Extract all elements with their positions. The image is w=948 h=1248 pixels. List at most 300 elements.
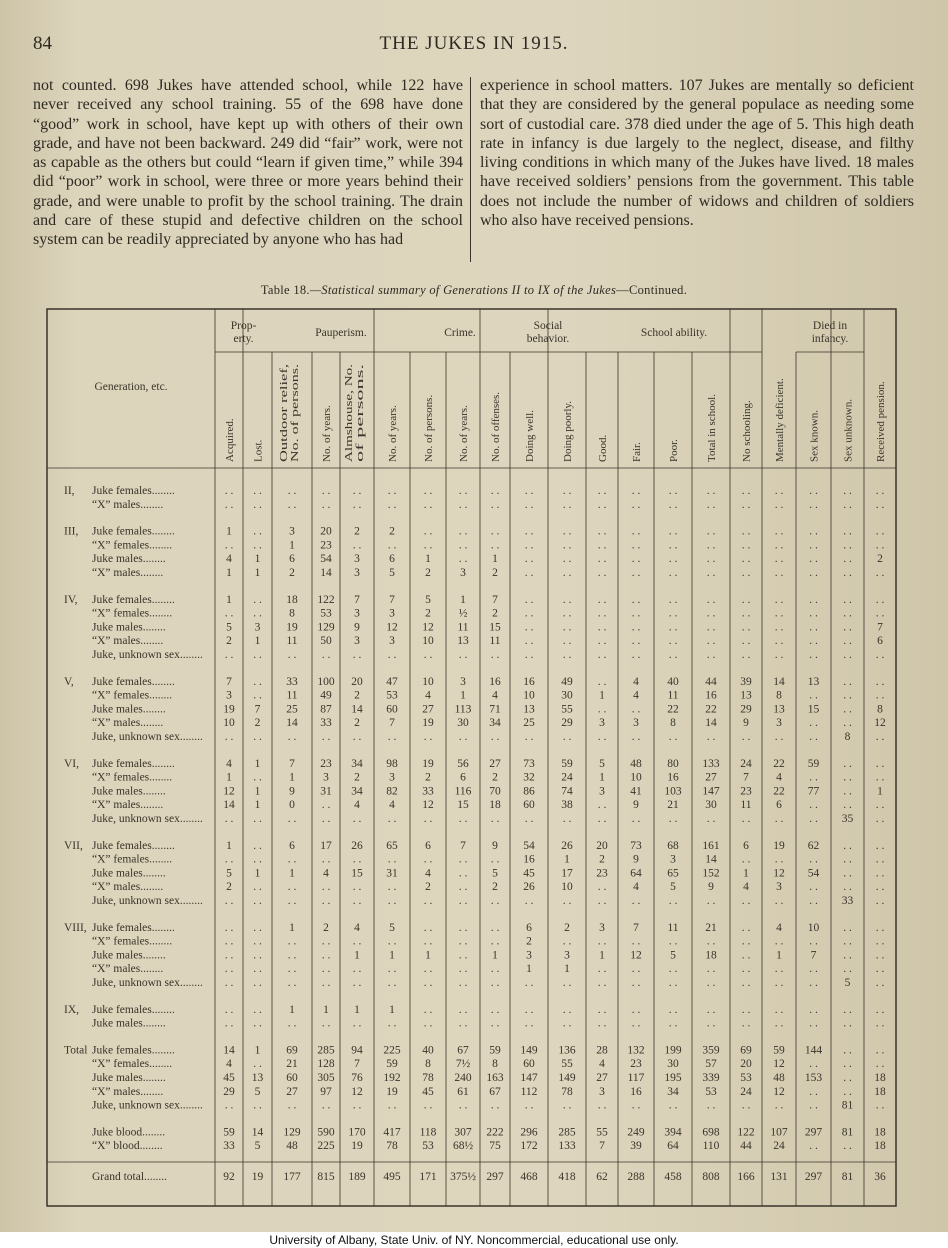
table-cell: . . bbox=[706, 607, 716, 620]
table-cell: . . bbox=[774, 895, 784, 907]
table-cell: . . bbox=[423, 895, 433, 907]
table-cell: . . bbox=[458, 1003, 468, 1016]
table-cell: 14 bbox=[705, 717, 717, 730]
table-cell: . . bbox=[809, 853, 818, 866]
table-cell: . . bbox=[597, 977, 607, 989]
table-cell: . . bbox=[458, 485, 468, 497]
table-cell: . . bbox=[843, 867, 852, 880]
table-cell: . . bbox=[843, 785, 852, 798]
table-cell: 6 bbox=[425, 839, 431, 852]
table-cell: 21 bbox=[286, 1058, 298, 1071]
table-cell: . . bbox=[741, 525, 751, 538]
table-cell: . . bbox=[458, 935, 468, 948]
table-cell: . . bbox=[321, 799, 331, 812]
table-cell: . . bbox=[490, 525, 500, 538]
table-cell: 1 bbox=[599, 771, 605, 784]
table-cell: . . bbox=[387, 485, 397, 497]
table-cell: . . bbox=[706, 567, 716, 579]
table-cell: 222 bbox=[486, 1126, 504, 1139]
table-cell: 73 bbox=[523, 757, 535, 770]
table-cell: . . bbox=[809, 731, 818, 743]
table-cell: . . bbox=[875, 949, 885, 962]
table-cell: 23 bbox=[320, 757, 332, 770]
table-cell: 2 bbox=[354, 771, 360, 784]
group-header: behavior. bbox=[526, 333, 570, 345]
table-cell: 7 bbox=[254, 703, 261, 716]
table-cell: . . bbox=[597, 799, 607, 812]
table-cell: . . bbox=[631, 731, 641, 743]
table-cell: 4 bbox=[776, 921, 782, 934]
table-cell: . . bbox=[524, 593, 534, 606]
table-cell: . . bbox=[843, 963, 852, 976]
table-cell: . . bbox=[423, 921, 433, 934]
table-cell: 60 bbox=[523, 1058, 535, 1071]
table-cell: . . bbox=[352, 895, 362, 907]
table-cell: . . bbox=[843, 593, 852, 606]
table-cell: . . bbox=[352, 935, 362, 948]
table-cell: 7½ bbox=[455, 1058, 471, 1071]
table-cell: 22 bbox=[705, 703, 717, 716]
table-cell: . . bbox=[287, 813, 297, 825]
table-cell: 128 bbox=[317, 1058, 335, 1071]
table-cell: 3 bbox=[226, 689, 232, 702]
table-cell: . . bbox=[631, 813, 641, 825]
table-cell: . . bbox=[706, 621, 716, 634]
table-cell: . . bbox=[524, 635, 534, 648]
table-cell: 113 bbox=[454, 703, 472, 716]
table-cell: 2 bbox=[425, 567, 431, 579]
table-cell: 11 bbox=[489, 635, 501, 648]
table-cell: . . bbox=[458, 963, 468, 976]
table-cell: 74 bbox=[561, 785, 573, 798]
table-cell: . . bbox=[774, 621, 784, 634]
table-cell: 77 bbox=[807, 785, 820, 798]
group-header: erty. bbox=[233, 333, 254, 345]
table-cell: 33 bbox=[320, 717, 332, 730]
table-cell: 49 bbox=[561, 675, 573, 688]
group-header: Social bbox=[533, 320, 563, 332]
table-cell: . . bbox=[287, 853, 297, 866]
column-header: Doing well. bbox=[524, 410, 536, 462]
table-cell: . . bbox=[253, 689, 262, 702]
table-cell: 10 bbox=[223, 717, 235, 730]
table-cell: 3 bbox=[564, 949, 570, 962]
table-cell: 12 bbox=[422, 621, 434, 634]
row-label: Juke, unknown sex........ bbox=[92, 649, 203, 661]
table-cell: . . bbox=[524, 539, 534, 552]
table-cell: 149 bbox=[520, 1044, 538, 1057]
table-cell: . . bbox=[597, 593, 607, 606]
table-cell: . . bbox=[741, 813, 751, 825]
table-cell: 1 bbox=[289, 771, 295, 784]
table-cell: . . bbox=[224, 853, 234, 866]
table-cell: 27 bbox=[489, 757, 501, 770]
table-cell: 118 bbox=[419, 1126, 437, 1139]
table-cell: 18 bbox=[874, 1140, 886, 1153]
table-cell: 1 bbox=[289, 867, 295, 880]
table-cell: . . bbox=[352, 1099, 362, 1112]
table-cell: . . bbox=[352, 813, 362, 825]
table-cell: 70 bbox=[489, 785, 501, 798]
table-cell: 24 bbox=[740, 1085, 752, 1098]
table-cell: 31 bbox=[320, 785, 332, 798]
table-cell: 39 bbox=[630, 1140, 642, 1153]
table-cell: . . bbox=[843, 921, 852, 934]
table-cell: . . bbox=[562, 895, 572, 907]
table-cell: 17 bbox=[320, 839, 332, 852]
table-cell: 27 bbox=[286, 1085, 298, 1098]
table-cell: 11 bbox=[457, 621, 469, 634]
table-cell: 20 bbox=[351, 675, 363, 688]
table-cell: 12 bbox=[223, 785, 235, 798]
table-cell: . . bbox=[774, 485, 784, 497]
table-cell: . . bbox=[287, 949, 297, 962]
generation-label: Total bbox=[64, 1044, 88, 1057]
table-cell: 4 bbox=[226, 757, 232, 770]
table-cell: 57 bbox=[705, 1058, 717, 1071]
table-cell: . . bbox=[597, 649, 607, 661]
table-cell: . . bbox=[352, 853, 362, 866]
table-cell: 14 bbox=[705, 853, 717, 866]
table-cell: 1 bbox=[564, 963, 570, 976]
table-cell: 307 bbox=[454, 1126, 472, 1139]
table-cell: 1 bbox=[877, 785, 883, 798]
table-cell: . . bbox=[631, 539, 641, 552]
caption-title: —Statistical summary of Generations II to IX of the Jukes bbox=[309, 283, 617, 297]
column-header: Received pension. bbox=[875, 381, 887, 462]
table-cell: 1 bbox=[564, 853, 570, 866]
table-cell: 170 bbox=[348, 1126, 366, 1139]
table-cell: 27 bbox=[705, 771, 717, 784]
table-cell: . . bbox=[809, 895, 818, 907]
table-cell: 16 bbox=[705, 689, 717, 702]
column-header: Fair. bbox=[631, 442, 643, 462]
grand-total-cell: 92 bbox=[223, 1171, 235, 1183]
table-cell: . . bbox=[458, 525, 468, 538]
table-cell: . . bbox=[458, 921, 468, 934]
table-cell: . . bbox=[224, 895, 234, 907]
table-cell: 144 bbox=[804, 1044, 823, 1057]
table-cell: 24 bbox=[561, 771, 573, 784]
table-cell: . . bbox=[597, 567, 607, 579]
table-cell: . . bbox=[774, 525, 784, 538]
grand-total-cell: 375½ bbox=[450, 1171, 476, 1183]
table-cell: . . bbox=[843, 553, 852, 566]
table-cell: 3 bbox=[460, 675, 466, 688]
table-cell: 13 bbox=[523, 703, 535, 716]
table-cell: 1 bbox=[254, 1044, 261, 1057]
table-cell: 25 bbox=[523, 717, 535, 730]
table-cell: . . bbox=[423, 1099, 433, 1112]
table-cell: . . bbox=[490, 539, 500, 552]
group-header: infancy. bbox=[811, 333, 849, 345]
table-cell: . . bbox=[741, 949, 751, 962]
row-label: Juke males........ bbox=[92, 621, 166, 634]
table-cell: . . bbox=[352, 1017, 362, 1030]
table-cell: 7 bbox=[226, 675, 232, 688]
table-cell: . . bbox=[706, 977, 716, 989]
table-cell: . . bbox=[741, 593, 751, 606]
table-cell: 16 bbox=[523, 675, 535, 688]
table-cell: . . bbox=[668, 485, 678, 497]
table-cell: 1 bbox=[492, 553, 498, 566]
table-cell: 12 bbox=[773, 867, 785, 880]
table-cell: 4 bbox=[354, 799, 360, 812]
table-cell: . . bbox=[875, 607, 885, 620]
table-cell: 4 bbox=[492, 689, 498, 702]
table-cell: 11 bbox=[667, 689, 679, 702]
table-cell: . . bbox=[706, 593, 716, 606]
table-cell: 71 bbox=[489, 703, 501, 716]
table-cell: 4 bbox=[599, 1058, 605, 1071]
table-cell: . . bbox=[706, 635, 716, 648]
right-column-text: experience in school matters. 107 Jukes are mentally so deficient that they are considered by the general populace as needing some sort of custodial care. 378 died under the age of 5. This high death rate in infancy is due largely to the neglect, disease, and filthy living conditions in which many of the Jukes have lived. 18 males have received soldiers’ pensions from the government. This table does not include the number of widows and children of soldiers who also have received pensions. bbox=[480, 77, 914, 230]
table-cell: 65 bbox=[667, 867, 679, 880]
table-cell: . . bbox=[224, 813, 234, 825]
table-cell: . . bbox=[706, 935, 716, 948]
table-cell: 3 bbox=[354, 607, 360, 620]
table-cell: 3 bbox=[460, 567, 466, 579]
table-cell: . . bbox=[458, 895, 468, 907]
table-cell: . . bbox=[224, 1099, 234, 1112]
table-cell: 2 bbox=[226, 881, 232, 894]
generation-label: IV, bbox=[64, 593, 78, 606]
table-cell: . . bbox=[875, 731, 885, 743]
table-cell: . . bbox=[741, 553, 751, 566]
table-cell: . . bbox=[843, 635, 852, 648]
table-cell: 38 bbox=[561, 799, 573, 812]
table-cell: 8 bbox=[776, 689, 782, 702]
table-cell: 12 bbox=[773, 1058, 785, 1071]
table-cell: 3 bbox=[776, 717, 782, 730]
table-cell: . . bbox=[597, 485, 607, 497]
table-cell: . . bbox=[774, 963, 784, 976]
table-cell: 1 bbox=[526, 963, 532, 976]
table-cell: . . bbox=[423, 485, 433, 497]
generation-label: VII, bbox=[64, 839, 83, 852]
row-label: “X” females........ bbox=[92, 853, 173, 866]
table-cell: 1 bbox=[743, 867, 749, 880]
table-cell: . . bbox=[668, 539, 678, 552]
table-cell: 133 bbox=[702, 757, 720, 770]
table-cell: . . bbox=[287, 895, 297, 907]
table-cell: . . bbox=[631, 895, 641, 907]
table-cell: . . bbox=[706, 895, 716, 907]
grand-total-cell: 62 bbox=[596, 1171, 608, 1183]
table-cell: . . bbox=[706, 1099, 716, 1112]
table-cell: 7 bbox=[460, 839, 466, 852]
table-cell: 2 bbox=[599, 853, 605, 866]
table-cell: 16 bbox=[667, 771, 679, 784]
grand-total-cell: 495 bbox=[383, 1171, 401, 1183]
table-cell: . . bbox=[741, 635, 751, 648]
table-cell: . . bbox=[875, 649, 885, 661]
table-cell: 24 bbox=[740, 757, 752, 770]
table-cell: . . bbox=[668, 813, 678, 825]
table-cell: 6 bbox=[289, 839, 295, 852]
grand-total-cell: 468 bbox=[520, 1171, 538, 1183]
table-cell: 2 bbox=[389, 525, 395, 538]
table-cell: . . bbox=[387, 977, 397, 989]
table-cell: 67 bbox=[489, 1085, 501, 1098]
table-cell: . . bbox=[253, 1017, 262, 1030]
table-cell: . . bbox=[843, 799, 852, 812]
table-cell: . . bbox=[490, 813, 500, 825]
table-cell: . . bbox=[875, 485, 885, 497]
table-cell: 18 bbox=[705, 949, 717, 962]
table-cell: . . bbox=[706, 1003, 716, 1016]
column-header: No. of persons. bbox=[289, 394, 301, 462]
table-cell: 20 bbox=[740, 1058, 752, 1071]
table-cell: 59 bbox=[773, 1044, 785, 1057]
table-cell: . . bbox=[224, 485, 234, 497]
grand-total-cell: 131 bbox=[770, 1171, 788, 1183]
table-cell: 7 bbox=[492, 593, 498, 606]
table-cell: . . bbox=[253, 1099, 262, 1112]
table-cell: 14 bbox=[773, 675, 785, 688]
table-cell: 20 bbox=[320, 525, 332, 538]
table-cell: . . bbox=[809, 1099, 818, 1112]
table-cell: 1 bbox=[254, 757, 261, 770]
table-cell: . . bbox=[321, 485, 331, 497]
table-cell: 1 bbox=[460, 593, 466, 606]
table-cell: . . bbox=[875, 895, 885, 907]
running-head: THE JUKES IN 1915. bbox=[379, 33, 569, 54]
table-cell: 12 bbox=[630, 949, 642, 962]
row-label: “X” blood........ bbox=[92, 1140, 163, 1153]
generation-label: VI, bbox=[64, 757, 80, 770]
table-cell: . . bbox=[423, 731, 433, 743]
table-cell: 240 bbox=[454, 1072, 472, 1084]
table-cell: 1 bbox=[460, 689, 466, 702]
table-cell: 6 bbox=[460, 771, 466, 784]
table-cell: . . bbox=[597, 1017, 607, 1030]
table-cell: . . bbox=[809, 593, 818, 606]
column-header: Total in school. bbox=[706, 394, 718, 462]
table-cell: . . bbox=[253, 839, 262, 852]
table-cell: 30 bbox=[667, 1058, 679, 1071]
table-cell: 3 bbox=[526, 949, 532, 962]
grand-total-cell: 458 bbox=[664, 1171, 682, 1183]
table-cell: 5 bbox=[492, 867, 498, 880]
table-cell: 59 bbox=[807, 757, 820, 770]
table-cell: 8 bbox=[877, 703, 883, 716]
table-cell: 73 bbox=[630, 839, 642, 852]
table-cell: . . bbox=[287, 881, 297, 894]
table-cell: 5 bbox=[226, 621, 232, 634]
table-cell: 98 bbox=[386, 757, 398, 770]
table-cell: 285 bbox=[317, 1044, 335, 1057]
table-cell: 2 bbox=[226, 635, 232, 648]
table-cell: . . bbox=[741, 607, 751, 620]
grand-total-cell: 297 bbox=[804, 1171, 823, 1183]
table-cell: 9 bbox=[743, 717, 749, 730]
row-label: Juke, unknown sex........ bbox=[92, 813, 203, 825]
table-cell: 1 bbox=[599, 949, 605, 962]
table-cell: 9 bbox=[354, 621, 360, 634]
table-cell: . . bbox=[809, 539, 818, 552]
generation-label: V, bbox=[64, 675, 74, 688]
table-cell: 14 bbox=[286, 717, 298, 730]
table-cell: . . bbox=[631, 1017, 641, 1030]
table-cell: . . bbox=[562, 621, 572, 634]
table-cell: 10 bbox=[422, 635, 434, 648]
table-cell: 2 bbox=[564, 921, 570, 934]
table-cell: 4 bbox=[633, 881, 639, 894]
table-cell: . . bbox=[597, 1099, 607, 1112]
table-cell: . . bbox=[352, 498, 362, 511]
column-header: Mentally deficient. bbox=[774, 378, 786, 462]
table-cell: . . bbox=[423, 977, 433, 989]
table-cell: . . bbox=[524, 498, 534, 511]
table-cell: . . bbox=[321, 853, 331, 866]
table-cell: 45 bbox=[223, 1072, 235, 1084]
table-cell: . . bbox=[668, 525, 678, 538]
table-cell: 122 bbox=[317, 593, 335, 606]
grand-total-cell: 171 bbox=[419, 1171, 437, 1183]
row-label: “X” females........ bbox=[92, 935, 173, 948]
table-cell: 45 bbox=[523, 867, 535, 880]
table-cell: 23 bbox=[740, 785, 752, 798]
table-cell: . . bbox=[706, 963, 716, 976]
table-cell: . . bbox=[224, 649, 234, 661]
table-cell: . . bbox=[774, 567, 784, 579]
table-cell: . . bbox=[562, 731, 572, 743]
table-cell: 1 bbox=[226, 839, 232, 852]
table-cell: 9 bbox=[633, 799, 639, 812]
table-cell: 132 bbox=[627, 1044, 645, 1057]
row-label: “X” males........ bbox=[92, 567, 164, 579]
table-cell: . . bbox=[741, 853, 751, 866]
column-header: Sex unknown. bbox=[842, 399, 855, 462]
table-cell: . . bbox=[875, 977, 885, 989]
table-cell: 23 bbox=[630, 1058, 642, 1071]
table-cell: . . bbox=[843, 649, 852, 661]
table-cell: 147 bbox=[702, 785, 720, 798]
table-cell: 15 bbox=[807, 703, 820, 716]
table-cell: . . bbox=[562, 525, 572, 538]
table-cell: 2 bbox=[323, 921, 329, 934]
table-cell: . . bbox=[287, 731, 297, 743]
table-cell: . . bbox=[843, 881, 852, 894]
table-cell: . . bbox=[524, 649, 534, 661]
table-cell: 49 bbox=[320, 689, 332, 702]
table-cell: . . bbox=[741, 963, 751, 976]
row-label: Juke males........ bbox=[92, 867, 166, 880]
table-cell: . . bbox=[774, 1099, 784, 1112]
table-cell: . . bbox=[809, 1017, 818, 1030]
table-cell: 97 bbox=[320, 1085, 332, 1098]
table-cell: . . bbox=[875, 593, 885, 606]
table-cell: . . bbox=[741, 485, 751, 497]
table-cell: 10 bbox=[561, 881, 573, 894]
table-cell: 4 bbox=[776, 771, 782, 784]
table-cell: 45 bbox=[422, 1085, 434, 1098]
table-cell: 26 bbox=[523, 881, 535, 894]
table-cell: 2 bbox=[254, 717, 261, 730]
table-cell: . . bbox=[458, 949, 468, 962]
table-cell: . . bbox=[562, 635, 572, 648]
table-cell: . . bbox=[253, 895, 262, 907]
table-cell: 5 bbox=[226, 867, 232, 880]
table-cell: . . bbox=[843, 498, 852, 511]
row-label: Juke females........ bbox=[92, 675, 175, 688]
table-cell: . . bbox=[809, 963, 818, 976]
table-cell: 1 bbox=[254, 567, 261, 579]
table-cell: 13 bbox=[457, 635, 469, 648]
table-cell: . . bbox=[224, 1003, 234, 1016]
table-cell: 7 bbox=[743, 771, 749, 784]
